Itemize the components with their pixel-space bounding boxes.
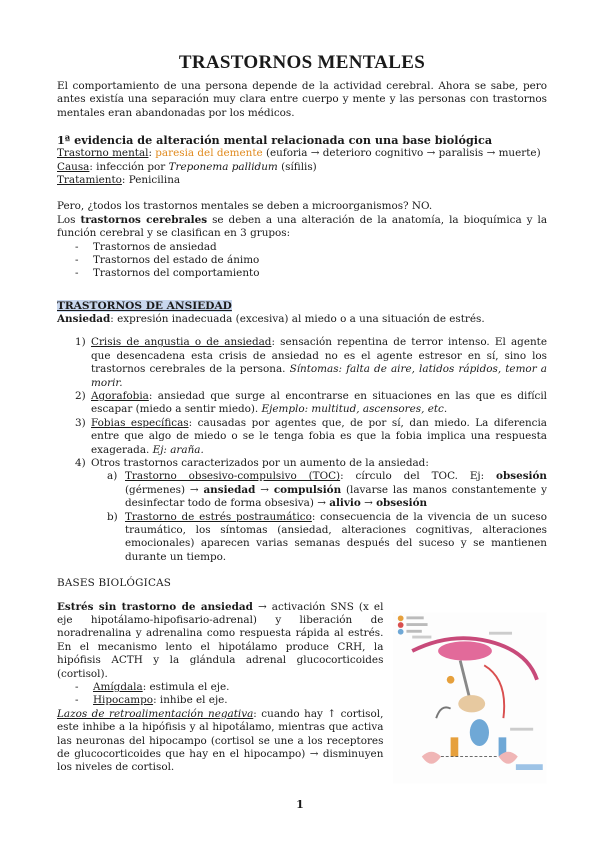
question-line: Pero, ¿todos los trastornos mentales se deben a microorganismos? NO. [57, 200, 433, 213]
sub-list [91, 470, 547, 564]
page-number: 1 [296, 798, 304, 811]
bases-heading: BASES BIOLÓGICAS [57, 577, 172, 590]
list-item: - Amígdala: estimula el eje. [75, 681, 383, 694]
document-page [57, 52, 547, 787]
evidence-causa: Causa: infección por Treponema pallidum (sífilis) [57, 160, 317, 173]
estres-paragraph: Estrés sin trastorno de ansiedad → activación SNS (x el eje hipotálamo-hipofisario-adrenal) y liberación de noradrenalina y adrenalina como respuesta rápida al estrés. En el mecanismo lento el hipotálamo produce CRH, la hipófisis ACTH y la glándula adrenal glucocorticoides (cortisol). [57, 600, 384, 680]
ansiedad-definition: Ansiedad: expresión inadecuada (excesiva) al miedo o a una situación de estrés. [57, 312, 485, 325]
list-item: 1) Crisis de angustia o de ansiedad: sensación repentina de terror intenso. El agente que desencadena esta crisis de ansiedad no es el agente estresor en sí, sino los trastornos cerebrales de la persona. Síntomas: falta de aire, latidos rápidos, temor a morir. [75, 336, 547, 389]
list-item: 3) Fobias específicas: causadas por agentes que, de por sí, dan miedo. La diferencia entre que algo de miedo o se le tenga fobia es que la fobia implica una respuesta exagerada. Ej: araña. [75, 416, 547, 456]
hippocampus-shape [470, 719, 489, 746]
ansiedad-list [57, 336, 547, 564]
bases-content [57, 601, 547, 787]
intro-paragraph: El comportamiento de una persona depende de la actividad cerebral. Ahora se sabe, pero antes existía una separación muy clara entre cuerpo y mente y las personas con trastornos mentales eran abandonadas por los médicos. [57, 80, 547, 119]
page-title: TRASTORNOS MENTALES [178, 52, 426, 73]
evidence-heading: 1ª evidencia de alteración mental relacionada con una base biológica [57, 133, 493, 148]
hypothalamus-shape [439, 641, 493, 660]
list-item: - Trastornos del estado de ánimo [75, 254, 547, 267]
list-item: - Trastornos de ansiedad [75, 241, 547, 254]
bases-list [57, 681, 383, 708]
hpa-axis-diagram [393, 609, 547, 787]
legend-dot-icon [398, 622, 404, 628]
pituitary-shape [459, 695, 486, 712]
list-item: - Trastornos del comportamiento [75, 267, 547, 280]
cerebrales-list [57, 241, 547, 281]
list-item: 2) Agorafobia: ansiedad que surge al encontrarse en situaciones en las que es difícil escapar (miedo a sentir miedo). Ejemplo: multitud, ascensores, etc. [75, 389, 547, 416]
cerebrales-paragraph: Los trastornos cerebrales se deben a una alteración de la anatomía, la bioquímica y la función cerebral y se clasifican en 3 grupos: [57, 213, 548, 240]
list-item: - Hipocampo: inhibe el eje. [75, 694, 383, 707]
evidence-tratamiento: Tratamiento: Penicilina [57, 174, 181, 187]
legend-dot-icon [398, 615, 404, 621]
list-item: 4) Otros trastornos caracterizados por un aumento de la ansiedad: a) Trastorno obsesivo-compulsivo (TOC): círculo del TOC. Ej: obsesión (gérmenes) → ansiedad → compulsión (lavarse las manos constantemente y desinfectar todo de forma obsesiva) → alivio → obsesión b) Trastorno de estrés postraumático: consecuencia de la vivencia de un suceso traumático, los síntomas (ansiedad, alteraciones cognitivas, alteraciones emocionales) aparecen varias semanas después del suceso y se mantienen durante un tiempo. [75, 456, 548, 563]
legend-dot-icon [398, 628, 404, 634]
evidence-trastorno: Trastorno mental: paresia del demente (euforia → deterioro cognitivo → paralisis → muerte) [57, 147, 541, 160]
highlight-paresia: paresia del demente [155, 147, 263, 160]
list-item-toc: a) Trastorno obsesivo-compulsivo (TOC): círculo del TOC. Ej: obsesión (gérmenes) → ansiedad → compulsión (lavarse las manos constantemente y desinfectar todo de forma obsesiva) → alivio → obsesión [107, 470, 548, 510]
bases-text [57, 601, 383, 787]
lazos-paragraph: Lazos de retroalimentación negativa: cuando hay ↑ cortisol, este inhibe a la hipófisis y al hipotálamo, mientras que activa las neuronas del hipocampo (cortisol se une a los receptores de glucocorticoides que hay en el hipocampo) → disminuyen los niveles de cortisol. [57, 707, 384, 774]
section-title-ansiedad: TRASTORNOS DE ANSIEDAD [57, 299, 232, 312]
list-item-tept: b) Trastorno de estrés postraumático: consecuencia de la vivencia de un suceso traumático, los síntomas (ansiedad, alteraciones cognitivas, alteraciones emocionales) aparecen varias semanas después del suceso y se mantienen durante un tiempo. [107, 510, 547, 563]
